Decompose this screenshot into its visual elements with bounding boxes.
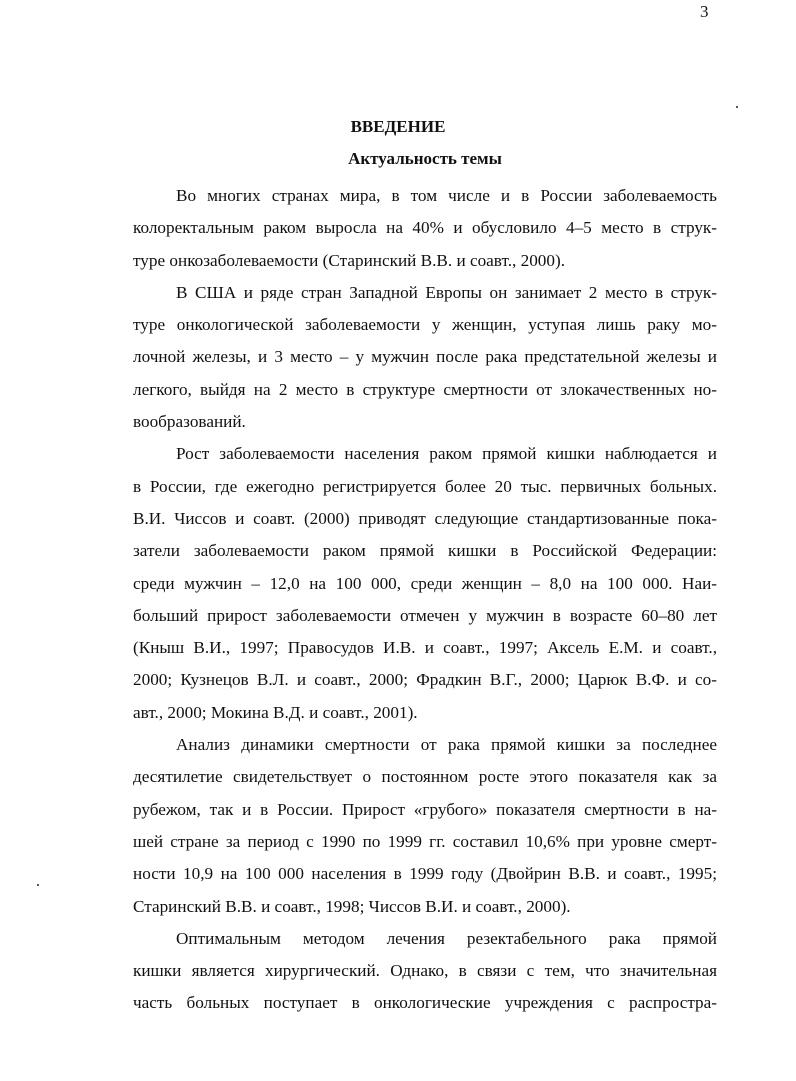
text-line: Оптимальным методом лечения резектабельного рака прямой — [176, 928, 717, 948]
text-line: среди мужчин – 12,0 на 100 000, среди женщин – 8,0 на 100 000. Наи- — [133, 573, 717, 593]
text-line: В США и ряде стран Западной Европы он занимает 2 место в струк- — [176, 282, 717, 302]
text-line: авт., 2000; Мокина В.Д. и соавт., 2001). — [133, 702, 418, 722]
document-body — [133, 180, 717, 1020]
text-line: колоректальным раком выросла на 40% и обусловило 4–5 место в струк- — [133, 218, 717, 238]
page-heading: ВВЕДЕНИЕ — [350, 117, 446, 136]
text-line: шей стране за период с 1990 по 1999 гг. составил 10,6% при уровне смерт- — [133, 831, 717, 851]
text-line: 2000; Кузнецов В.Л. и соавт., 2000; Фрадкин В.Г., 2000; Царюк В.Ф. и со- — [133, 670, 717, 690]
text-line: рубежом, так и в России. Прирост «грубого» показателя смертности в на- — [133, 799, 717, 819]
text-line: вообразований. — [133, 412, 246, 432]
text-line: кишки является хирургический. Однако, в связи с тем, что значительная — [133, 961, 717, 981]
text-line: Старинский В.В. и соавт., 1998; Чиссов В.И. и соавт., 2000). — [133, 896, 571, 916]
text-line: лочной железы, и 3 место – у мужчин после рака предстательной железы и — [133, 347, 717, 367]
scan-speck — [736, 106, 738, 108]
text-line: Рост заболеваемости населения раком прямой кишки наблюдается и — [176, 444, 717, 464]
paragraph — [133, 923, 717, 1020]
text-line: Во многих странах мира, в том числе и в России заболеваемость — [176, 186, 717, 205]
text-line: больший прирост заболеваемости отмечен у мужчин в возрасте 60–80 лет — [133, 605, 717, 625]
text-line: туре онкологической заболеваемости у женщин, уступая лишь раку мо- — [133, 315, 717, 335]
paragraph — [133, 180, 717, 277]
page-number: 3 — [700, 2, 709, 21]
text-line: Анализ динамики смертности от рака прямой кишки за последнее — [176, 735, 717, 755]
text-line: ности 10,9 на 100 000 населения в 1999 году (Двойрин В.В. и соавт., 1995; — [133, 864, 717, 884]
text-line: туре онкозаболеваемости (Старинский В.В. и соавт., 2000). — [133, 250, 566, 270]
text-line: десятилетие свидетельствует о постоянном росте этого показателя как за — [133, 767, 717, 787]
paragraph — [133, 438, 717, 729]
text-line: легкого, выйдя на 2 место в структуре смертности от злокачественных но- — [133, 379, 717, 399]
scan-speck — [37, 884, 39, 886]
text-line: (Кныш В.И., 1997; Правосудов И.В. и соавт., 1997; Аксель Е.М. и соавт., — [133, 638, 717, 658]
section-subheading: Актуальность темы — [348, 149, 502, 168]
paragraph — [133, 277, 717, 438]
text-line: в России, где ежегодно регистрируется более 20 тыс. первичных больных. — [133, 476, 717, 496]
text-line: В.И. Чиссов и соавт. (2000) приводят следующие стандартизованные пока- — [133, 508, 717, 528]
paragraph — [133, 729, 717, 923]
text-line: часть больных поступает в онкологические учреждения с распростра- — [133, 993, 717, 1013]
text-line: затели заболеваемости раком прямой кишки в Российской Федерации: — [133, 541, 717, 561]
